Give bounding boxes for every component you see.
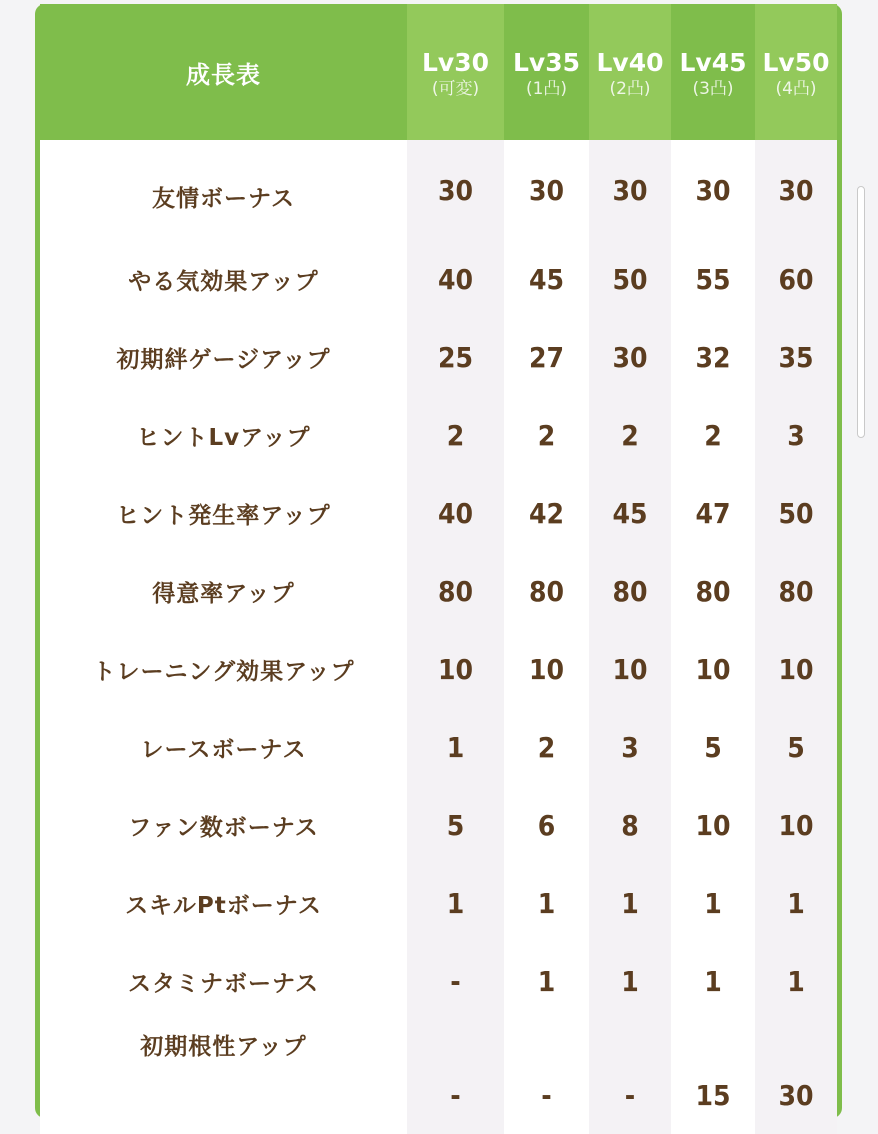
row-value-lv40: 45 [589,474,671,552]
level-sub: (1凸) [525,79,568,99]
row-value-lv45: 30 [671,140,755,240]
level-header-lv45 [671,4,755,140]
level-sub: (4凸) [775,79,817,99]
row-label: スタミナボーナス [40,942,407,1020]
row-value-lv50: 30 [755,1020,837,1134]
row-value-lv50: 30 [755,140,837,240]
row-value-lv45: 80 [671,552,755,630]
growth-table-card [35,4,842,1118]
row-value-lv35: 6 [504,786,589,864]
row-value-lv50: 80 [755,552,837,630]
level-header-lv35 [504,4,589,140]
row-value-lv30: - [407,1020,504,1134]
row-value-lv40: 10 [589,630,671,708]
row-value-lv45: 55 [671,240,755,318]
row-value-lv45: 1 [671,942,755,1020]
table-row [40,240,837,318]
row-value-lv40: 1 [589,942,671,1020]
row-value-lv40: - [589,1020,671,1134]
row-value-lv45: 10 [671,786,755,864]
row-value-lv40: 30 [589,140,671,240]
row-value-lv35: 27 [504,318,589,396]
row-value-lv45: 2 [671,396,755,474]
row-value-lv35: 2 [504,396,589,474]
row-value-lv40: 30 [589,318,671,396]
scrollbar[interactable] [857,186,865,438]
row-label: 得意率アップ [40,552,407,630]
row-value-lv30: 25 [407,318,504,396]
table-row [40,140,837,240]
table-row [40,552,837,630]
row-value-lv35: 1 [504,942,589,1020]
table-row [40,474,837,552]
table-row [40,942,837,1020]
row-value-lv35: 80 [504,552,589,630]
row-value-lv50: 1 [755,942,837,1020]
row-value-lv35: 2 [504,708,589,786]
row-value-lv40: 8 [589,786,671,864]
row-value-lv40: 2 [589,396,671,474]
table-row [40,708,837,786]
row-label: ファン数ボーナス [40,786,407,864]
row-value-lv35: 10 [504,630,589,708]
row-value-lv50: 5 [755,708,837,786]
level-header-lv50 [755,4,837,140]
row-value-lv50: 10 [755,786,837,864]
row-label: スキルPtボーナス [40,864,407,942]
table-row [40,786,837,864]
row-value-lv30: 30 [407,140,504,240]
row-value-lv45: 10 [671,630,755,708]
row-value-lv50: 3 [755,396,837,474]
row-label: 初期絆ゲージアップ [40,318,407,396]
row-value-lv30: 5 [407,786,504,864]
row-value-lv45: 32 [671,318,755,396]
row-value-lv30: 40 [407,240,504,318]
row-label: ヒント発生率アップ [40,474,407,552]
level-name: Lv50 [762,48,830,77]
table-row [40,1020,837,1134]
table-row [40,630,837,708]
level-sub: (可変) [431,79,480,99]
row-label: トレーニング効果アップ [40,630,407,708]
row-value-lv45: 47 [671,474,755,552]
row-value-lv35: 1 [504,864,589,942]
row-value-lv50: 1 [755,864,837,942]
row-value-lv35: 30 [504,140,589,240]
row-value-lv30: 10 [407,630,504,708]
table-row [40,864,837,942]
row-value-lv30: 40 [407,474,504,552]
row-label: レースボーナス [40,708,407,786]
row-value-lv40: 3 [589,708,671,786]
row-value-lv45: 1 [671,864,755,942]
row-value-lv40: 1 [589,864,671,942]
level-header-lv30 [407,4,504,140]
row-value-lv45: 5 [671,708,755,786]
level-sub: (3凸) [692,79,734,99]
row-label: やる気効果アップ [40,240,407,318]
level-name: Lv45 [679,48,747,77]
row-label: 友情ボーナス [40,140,407,240]
row-value-lv35: - [504,1020,589,1134]
level-name: Lv40 [596,48,664,77]
row-value-lv45: 15 [671,1020,755,1134]
row-value-lv30: 2 [407,396,504,474]
row-value-lv50: 35 [755,318,837,396]
level-header-lv40 [589,4,671,140]
row-value-lv30: 80 [407,552,504,630]
row-value-lv40: 80 [589,552,671,630]
table-row [40,396,837,474]
row-value-lv50: 60 [755,240,837,318]
row-value-lv35: 42 [504,474,589,552]
table-title: 成長表 [40,4,407,140]
table-header-row [40,4,837,140]
row-label: 初期根性アップ [40,1020,407,1134]
table-row [40,318,837,396]
growth-table [40,4,837,1134]
row-value-lv50: 50 [755,474,837,552]
row-value-lv30: 1 [407,708,504,786]
level-name: Lv35 [512,48,581,77]
row-value-lv40: 50 [589,240,671,318]
row-value-lv30: 1 [407,864,504,942]
row-label: ヒントLvアップ [40,396,407,474]
level-sub: (2凸) [609,79,651,99]
level-name: Lv30 [421,48,490,77]
row-value-lv50: 10 [755,630,837,708]
row-value-lv35: 45 [504,240,589,318]
row-value-lv30: - [407,942,504,1020]
